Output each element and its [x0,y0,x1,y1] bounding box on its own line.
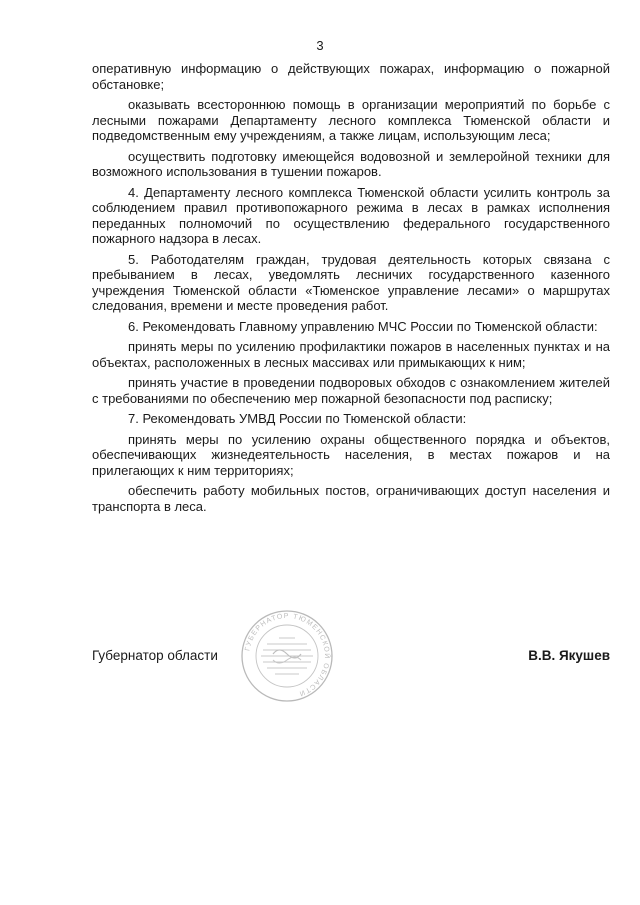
page-number: 3 [316,38,324,53]
document-body [92,61,610,519]
stamp-ring-text: ГУБЕРНАТОР ТЮМЕНСКОЙ ОБЛАСТИ [244,612,331,698]
signatory-name: В.В. Якушев [528,648,610,663]
paragraph-item-6-prevention: принять меры по усилению профилактики пожаров в населенных пунктах и на объектах, расположенных в лесных массивах или примыкающих к ним; [92,339,610,370]
paragraph-item-7: 7. Рекомендовать УМВД России по Тюменской области: [128,411,467,426]
paragraph-item-7-public-order: принять меры по усилению охраны общественного порядка и объектов, обеспечивающих жизнедеятельность населения, в местах пожаров и на прилегающих к ним территориях; [92,431,610,478]
signatory-position: Губернатор области [92,648,218,663]
signature-block [92,648,610,672]
paragraph-fire-info-continuation: оперативную информацию о действующих пожарах, информацию о пожарной обстановке; [92,61,610,92]
paragraph-prepare-equipment: осуществить подготовку имеющейся водовозной и землеройной техники для возможного использования в тушении пожаров. [92,148,610,179]
paragraph-item-5: 5. Работодателям граждан, трудовая деятельность которых связана с пребыванием в лесах, уведомлять лесничих государственного казенного учреждения Тюменской области «Тюменское управление лесами» о маршрутах следования, времени и месте проведения работ. [92,251,610,313]
paragraph-item-6-door-to-door: принять участие в проведении подворовых обходов с ознакомлением жителей с требованиями по обеспечению мер пожарной безопасности под расписку; [92,375,610,406]
paragraph-item-6: 6. Рекомендовать Главному управлению МЧС России по Тюменской области: [128,318,598,334]
paragraph-item-7-mobile-posts: обеспечить работу мобильных постов, ограничивающих доступ населения и транспорта в леса. [92,483,610,514]
paragraph-assist-department: оказывать всестороннюю помощь в организации мероприятий по борьбе с лесными пожарами Департаменту лесного комплекса Тюменской области и подведомственным ему учреждениям, а также лицам, использующим леса; [92,97,610,143]
paragraph-item-4: 4. Департаменту лесного комплекса Тюменской области усилить контроль за соблюдением правил противопожарного режима в лесах в рамках исполнения переданных полномочий по осуществлению федерального государственного пожарного надзора в лесах. [92,184,610,246]
